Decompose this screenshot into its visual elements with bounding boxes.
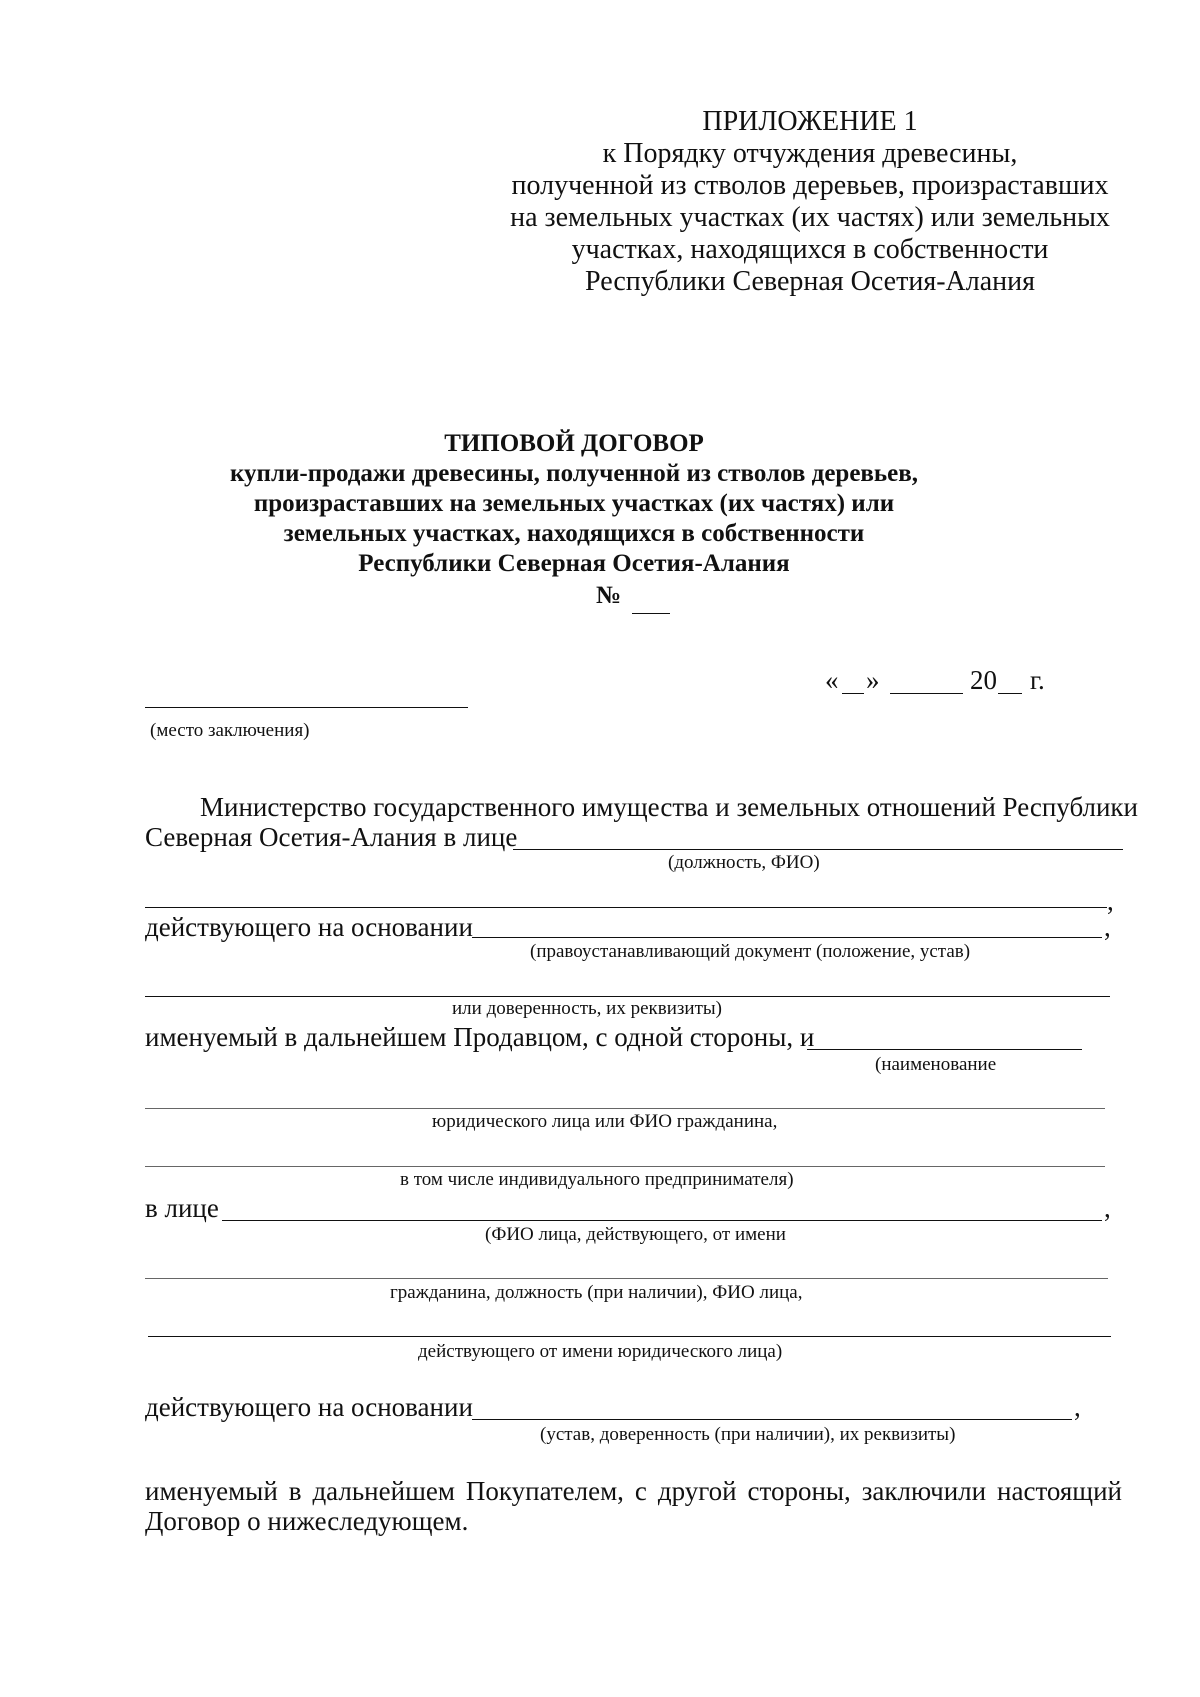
caption-power-of-attorney: или доверенность, их реквизиты) [452,998,722,1019]
seller-representative-blank [513,849,1123,850]
acting-basis-blank-2 [472,1419,1072,1420]
date-year-blank [998,693,1022,694]
appendix-line-1: к Порядку отчуждения древесины, [602,138,1018,169]
date-close-quote: » [866,665,880,695]
caption-legal-entity: юридического лица или ФИО гражданина, [432,1111,778,1132]
date-year-suffix: г. [1030,665,1045,695]
appendix-label: ПРИЛОЖЕНИЕ 1 [702,106,918,137]
founding-document-blank [145,996,1110,997]
comma-2: , [1104,912,1111,942]
buyer-name-blank-3 [145,1166,1105,1167]
contract-title-line-2: произраставших на земельных участках (их частях) или [253,490,895,517]
in-person-label: в лице [145,1193,219,1223]
comma-1: , [1107,886,1114,916]
place-blank [145,707,468,708]
date-month-blank [890,693,963,694]
buyer-representative-blank-2 [145,1278,1108,1279]
place-caption: (место заключения) [150,720,310,741]
appendix-line-4: участках, находящихся в собственности [571,234,1049,265]
acting-basis-blank-1 [472,937,1102,938]
appendix-line-2: полученной из стволов деревьев, произраставших [511,170,1109,201]
date-year-prefix: 20 [970,665,997,695]
acting-basis-label-1: действующего на основании [145,912,473,942]
caption-position-fio: (должность, ФИО) [668,852,820,873]
buyer-named-line-2: Договор о нижеследующем. [145,1506,469,1536]
buyer-representative-blank-3 [148,1336,1111,1337]
caption-legal-entity-person: действующего от имени юридического лица) [418,1341,783,1362]
comma-3: , [1104,1193,1111,1223]
buyer-name-blank [807,1049,1082,1050]
comma-4: , [1074,1392,1081,1422]
caption-acting-person: (ФИО лица, действующего, от имени [485,1224,786,1245]
appendix-line-3: на земельных участках (их частях) или земельных [510,202,1110,233]
date-day-blank [842,693,864,694]
appendix-line-5: Республики Северная Осетия-Алания [585,266,1035,297]
seller-intro-line-2: Северная Осетия-Алания в лице [145,822,518,852]
contract-number-blank [632,613,670,614]
buyer-representative-blank [222,1220,1102,1221]
acting-basis-label-2: действующего на основании [145,1392,473,1422]
caption-entrepreneur: в том числе индивидуального предпринимателя) [400,1169,794,1190]
date-open-quote: « [825,665,839,695]
contract-title-line-4: Республики Северная Осетия-Алания [358,550,790,577]
contract-heading: ТИПОВОЙ ДОГОВОР [444,430,704,457]
seller-named-line: именуемый в дальнейшем Продавцом, с одной стороны, и [145,1022,815,1052]
contract-number-label: № [596,582,622,609]
seller-fio-continuation-blank [145,907,1107,908]
contract-title-line-1: купли-продажи древесины, полученной из стволов деревьев, [229,460,918,487]
seller-intro-line-1: Министерство государственного имущества и земельных отношений Республики [200,792,1138,822]
buyer-named-line-1: именуемый в дальнейшем Покупателем, с другой стороны, заключили настоящий [145,1476,1122,1506]
caption-founding-document: (правоустанавливающий документ (положение, устав) [530,941,971,962]
caption-name: (наименование [875,1054,997,1075]
caption-citizen-position: гражданина, должность (при наличии), ФИО лица, [390,1282,803,1303]
contract-title-line-3: земельных участках, находящихся в собственности [283,520,865,547]
caption-charter: (устав, доверенность (при наличии), их реквизиты) [540,1424,956,1445]
buyer-name-blank-2 [145,1108,1105,1109]
